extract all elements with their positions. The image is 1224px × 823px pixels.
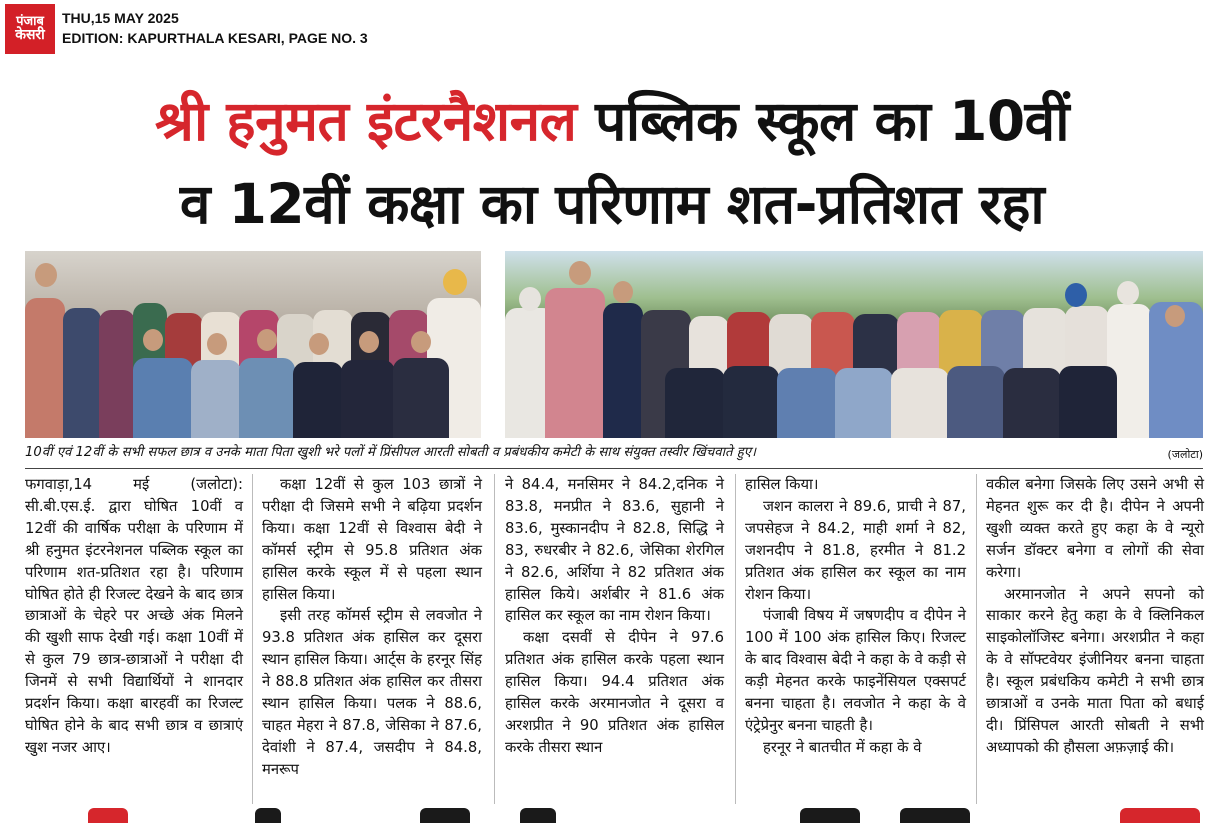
edition-info: EDITION: KAPURTHALA KESARI, PAGE NO. 3 (62, 30, 368, 46)
column-divider (494, 474, 495, 804)
caption-divider (25, 468, 1203, 469)
photo-caption: 10वीं एवं 12वीं के सभी सफल छात्र व उनके माता पिता खुशी भरे पलों में प्रिंसीपल आरती सोबती व प्रबंधकीय कमेटी के साथ संयुक्त तस्वीर खिंचवाते हुए। (25, 445, 756, 460)
next-headline-fragment (0, 806, 1224, 823)
column-divider (735, 474, 736, 804)
group-photo-right (505, 251, 1203, 438)
logo-line-1: पंजाब (16, 13, 44, 29)
col4-para-2: जशन कालरा ने 89.6, प्राची ने 87, जपसेहज ने 84.2, माही शर्मा ने 82, जशनदीप ने 81.8, हरमीत ने 81.2 प्रतिशत अंक हासिल कर स्कूल का नाम रोशन किया। (745, 497, 966, 603)
headline-line-1 (0, 80, 1224, 163)
headline-line-2: व 12वीं कक्षा का परिणाम शत-प्रतिशत रहा (179, 172, 1045, 236)
article-column-2 (262, 474, 482, 781)
col4-para-1: हासिल किया। (745, 476, 819, 493)
headline-line-1-rest: पब्लिक स्कूल का 10वीं (576, 89, 1069, 153)
headline-red-part: श्री हनुमत इंटरनैशनल (155, 89, 577, 153)
article-column-1 (25, 474, 243, 759)
logo-line-2: केसरी (15, 27, 45, 44)
photo-credit: (जलोटा) (1167, 448, 1203, 461)
article-column-5 (986, 474, 1204, 759)
col5-para-1: वकील बनेगा जिसके लिए उसने अभी से मेहनत शुरू कर दी है। दीपेन ने अपनी खुशी व्यक्त करते हुए कहा के वे न्यूरो सर्जन डॉक्टर बनेगा व लोगों की सेवा करेगा। (986, 476, 1204, 581)
article-headline (0, 80, 1224, 246)
top-bar (0, 0, 1224, 58)
newspaper-logo (5, 4, 55, 54)
col3-para-1: ने 84.4, मनसिमर ने 84.2,दनिक ने 83.8, मनप्रीत ने 83.6, सुहानी ने 83.6, मुस्कानदीप ने 82.8, सिद्धि ने 83, रुधरबीर ने 82.6, जेसिका शेरगिल ने 82.6, अर्शिया ने 82 प्रतिशत अंक हासिल किये। अर्शबीर ने 81.6 अंक हासिल कर स्कूल का नाम रोशन किया। (505, 476, 724, 625)
publication-date: THU,15 MAY 2025 (62, 10, 179, 26)
col1-para-1: फगवाड़ा,14 मई (जलोटा): सी.बी.एस.ई. द्वारा घोषित 10वीं व 12वीं की वार्षिक परीक्षा के परिणाम में श्री हनुमत इंटरनेशनल पब्लिक स्कूल का परिणाम शत-प्रतिशत रहा है। परिणाम घोषित होते ही रिजल्ट देखने के बाद छात्र छात्राओं के चेहरे पर अच्छे अंक मिलने की खुशी साफ देखी गई। कक्षा 10वीं में से कुल 79 छात्र-छात्राओं ने परीक्षा दी जिनमें से सभी विद्यार्थियों ने शानदार प्रदर्शन किया। कक्षा बारहवीं का रिजल्ट घोषित होने के बाद सभी छात्र व छात्राएं खुश नजर आए। (25, 476, 243, 756)
col5-para-2: अरमानजोत ने अपने सपनो को साकार करने हेतु कहा के वे क्लिनिकल साइकोलॉजिस्ट बनेगा। अरशप्रीत ने कहा के वे सॉफ्टवेयर इंजीनियर बनना चाहता है। स्कूल प्रबंधकिय कमेटी ने सभी छात्र छात्राओं व उनके माता पिता को बधाई दी। प्रिंसिपल आरती सोबती ने सभी अध्यापको की हौसला अफ़ज़ाई की। (986, 585, 1204, 756)
column-divider (252, 474, 253, 804)
col3-para-2: कक्षा दसवीं से दीपेन ने 97.6 प्रतिशत अंक हासिल करके पहला स्थान हासिल किया। 94.4 प्रतिशत अंक हासिल करके अरमानजोत ने दूसरा व अरशप्रीत ने 90 प्रतिशत अंक हासिल करके तीसरा स्थान (505, 629, 724, 756)
article-column-3 (505, 474, 724, 759)
col4-para-4: हरनूर ने बातचीत में कहा के वे (763, 738, 922, 756)
article-column-4 (745, 474, 966, 759)
col2-para-1: कक्षा 12वीं से कुल 103 छात्रों ने परीक्षा दी जिसमे सभी ने बढ़िया प्रदर्शन किया। कक्षा 12वीं से विश्वास बेदी ने कॉमर्स स्ट्रीम से 95.8 प्रतिशत अंक हासिल करके स्कूल में से पहला स्थान हासिल किया। (262, 476, 482, 603)
group-photo-left (25, 251, 481, 438)
edition-meta (62, 8, 368, 48)
col4-para-3: पंजाबी विषय में जषणदीप व दीपेन ने 100 में 100 अंक हासिल किए। रिजल्ट के बाद विश्वास बेदी ने कहा के वे कड़ी से कड़ी मेहनत करके फाइनेंसियल एक्सपर्ट बनना चाहता है। लवजोत ने कहा के वे एंट्रेप्रेनुर बनना चाहती है। (745, 607, 966, 734)
col2-para-2: इसी तरह कॉमर्स स्ट्रीम से लवजोत ने 93.8 प्रतिशत अंक हासिल कर दूसरा स्थान हासिल किया। आर्ट्स के हरनूर सिंह ने 88.8 प्रतिशत अंक हासिल कर तीसरा स्थान हासिल किया। पलक ने 88.6, चाहत मेहरा ने 87.8, जेसिका ने 87.6, देवांशी ने 87.4, जसदीप ने 84.8, मनरूप (262, 607, 482, 778)
column-divider (976, 474, 977, 804)
